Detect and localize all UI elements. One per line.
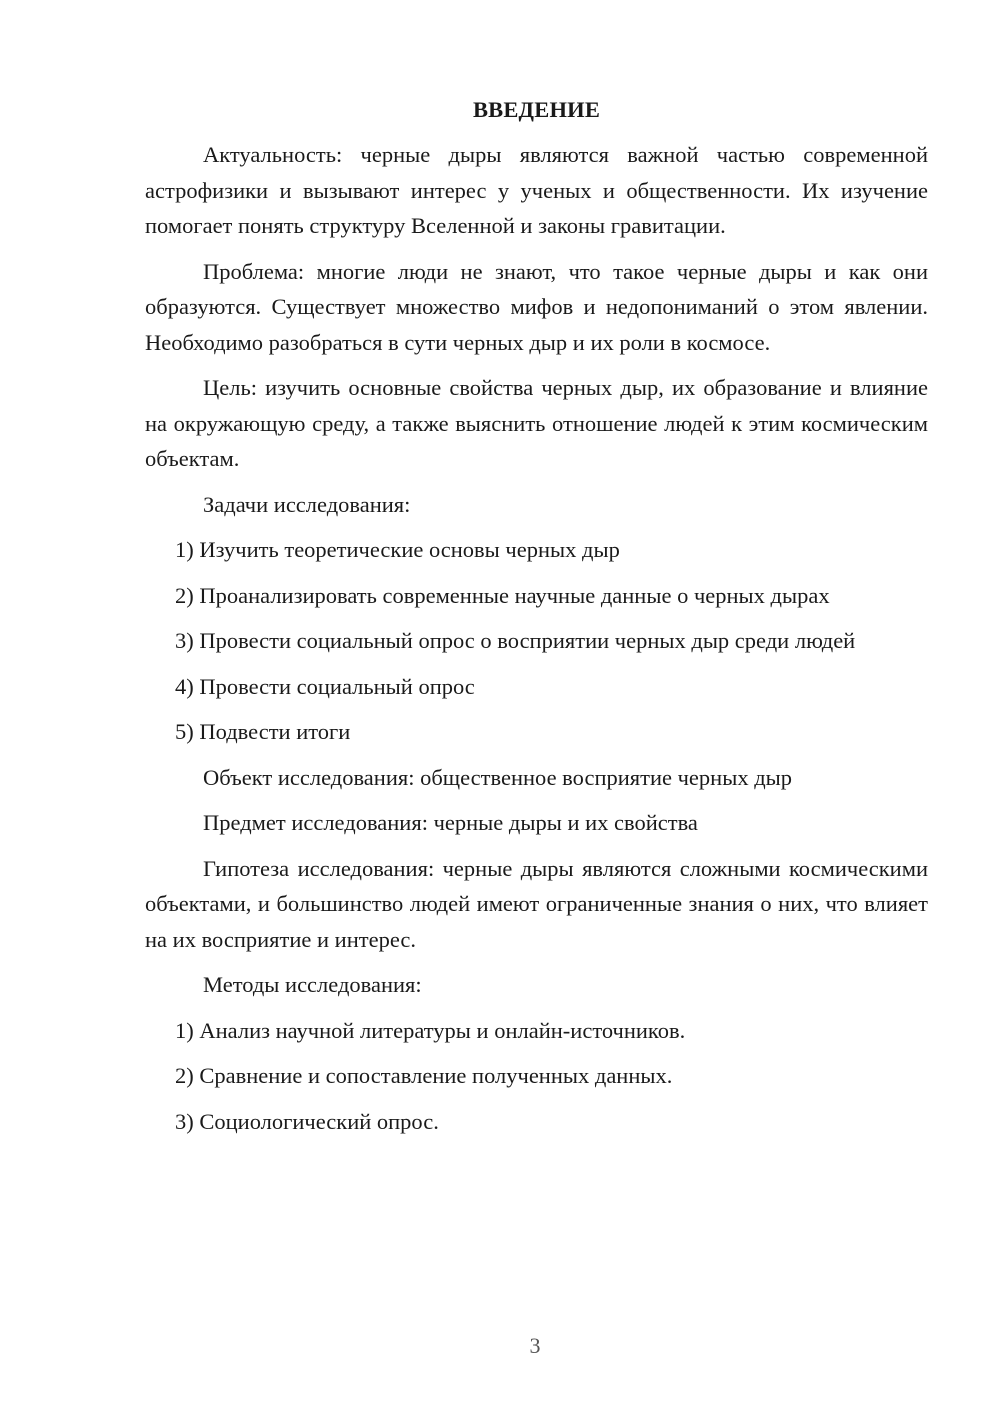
method-item: 1) Анализ научной литературы и онлайн-источников. — [175, 1017, 686, 1043]
goal-paragraph: Цель: изучить основные свойства черных дыр, их образование и влияние на окружающую среду, а также выяснить отношение людей к этим космическим объектам. — [145, 375, 928, 471]
page-number: 3 — [529, 1333, 541, 1358]
methods-heading: Методы исследования: — [203, 972, 422, 997]
task-item: 1) Изучить теоретические основы черных дыр — [175, 537, 620, 562]
task-item: 4) Провести социальный опрос — [175, 673, 475, 699]
task-item: 3) Провести социальный опрос о восприятии черных дыр среди людей — [175, 628, 856, 653]
method-item: 3) Социологический опрос. — [175, 1108, 439, 1134]
task-item: 5) Подвести итоги — [175, 719, 351, 744]
method-item: 2) Сравнение и сопоставление полученных данных. — [175, 1063, 673, 1088]
task-item: 2) Проанализировать современные научные данные о черных дырах — [175, 582, 830, 608]
relevance-paragraph: Актуальность: черные дыры являются важной частью современной астрофизики и вызывают интерес у ученых и общественности. Их изучение помогает понять структуру Вселенной и законы гравитации. — [145, 142, 928, 238]
tasks-heading: Задачи исследования: — [203, 491, 411, 517]
section-title: ВВЕДЕНИЕ — [472, 97, 601, 122]
problem-paragraph: Проблема: многие люди не знают, что такое черные дыры и как они образуются. Существует множество мифов и недопониманий о этом явлении. Необходимо разобраться в сути черных дыр и их роли в космосе. — [145, 258, 928, 355]
research-subject: Предмет исследования: черные дыры и их свойства — [203, 810, 698, 835]
hypothesis-paragraph: Гипотеза исследования: черные дыры являются сложными космическими объектами, и большинство людей имеют ограниченные знания о них, что влияет на их восприятие и интерес. — [145, 855, 928, 952]
page-content — [145, 95, 928, 1149]
research-object: Объект исследования: общественное восприятие черных дыр — [203, 764, 793, 790]
